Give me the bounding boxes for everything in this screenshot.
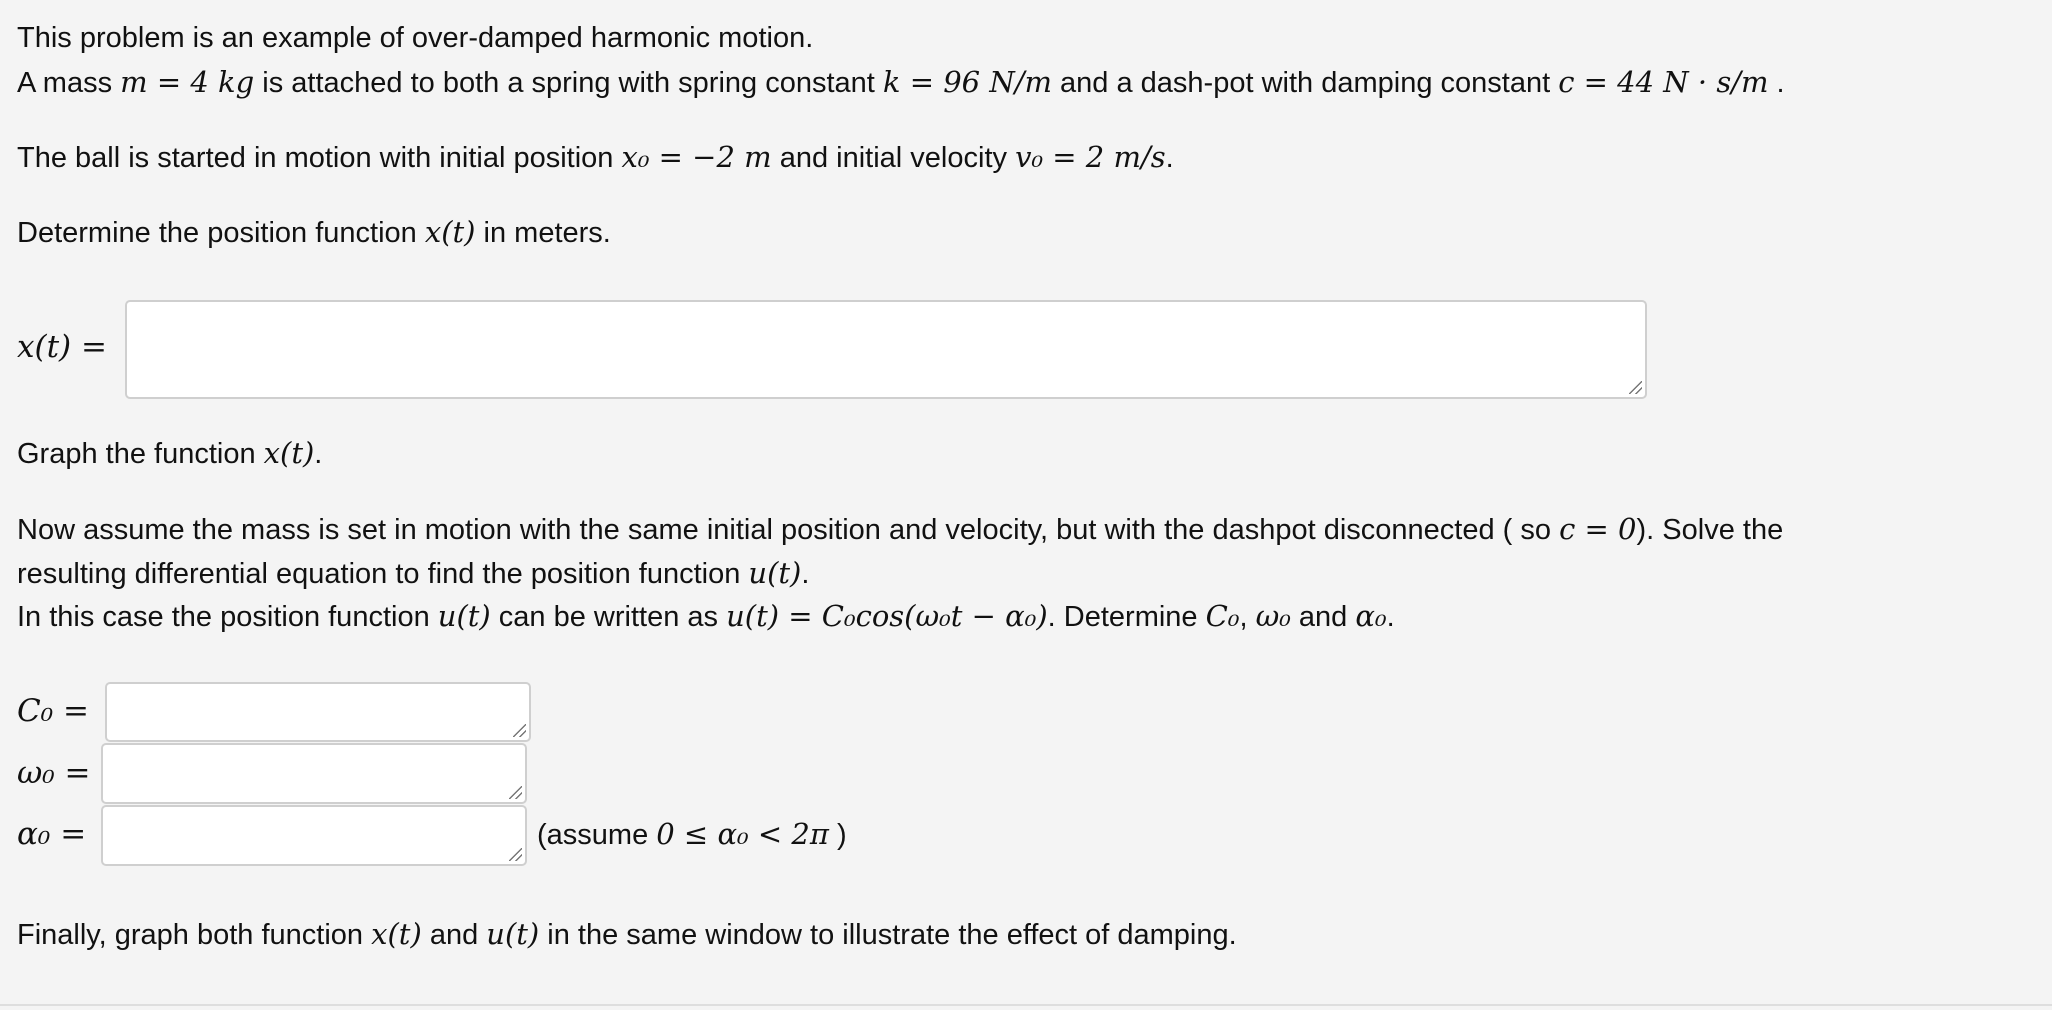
initial-text-3: . <box>1165 142 1174 174</box>
undamped-text-3f: . <box>1386 601 1395 633</box>
final-text-3: in the same window to illustrate the effect of damping. <box>539 919 1237 951</box>
intro-text: This problem is an example of over-damped harmonic motion. <box>17 22 814 54</box>
undamped-line-2 <box>17 555 809 592</box>
undamped-text-3b: can be written as <box>490 601 727 633</box>
undamped-text-1a: Now assume the mass is set in motion with the same initial position and velocity, but with the dashpot disconnected ( so <box>17 514 1560 546</box>
omega0-resize-handle-icon[interactable] <box>509 786 522 799</box>
u-function-symbol-2: u(t) <box>437 599 491 633</box>
initial-position-value: x₀ = −2 m <box>621 140 772 174</box>
setup-text-4: . <box>1768 67 1785 99</box>
x-answer-resize-handle-icon[interactable] <box>1629 381 1642 394</box>
u-function-symbol: u(t) <box>748 556 802 590</box>
graph-text-2: . <box>314 438 323 470</box>
undamped-text-2a: resulting differential equation to find the position function <box>17 558 749 590</box>
spring-constant-value: k = 96 N/m <box>882 65 1052 99</box>
determine-text-2: in meters. <box>475 217 611 249</box>
undamped-text-1b: ). Solve the <box>1636 514 1784 546</box>
damping-constant-value: c = 44 N · s/m <box>1558 65 1769 99</box>
alpha0-symbol: α₀ <box>1355 599 1387 633</box>
undamped-line-3 <box>17 598 1395 635</box>
c0-symbol: C₀ <box>1205 599 1240 633</box>
initial-conditions-text <box>17 139 1174 176</box>
c0-answer-label: C₀ = <box>17 693 89 729</box>
graph-function-symbol: x(t) <box>263 436 315 470</box>
omega0-symbol: ω₀ <box>1255 599 1291 633</box>
alpha0-answer-label: α₀ = <box>17 816 87 852</box>
setup-text-2: is attached to both a spring with spring constant <box>254 67 883 99</box>
graph-instruction-text <box>17 435 322 472</box>
c-zero-value: c = 0 <box>1559 512 1637 546</box>
c0-resize-handle-icon[interactable] <box>513 724 526 737</box>
undamped-text-3a: In this case the position function <box>17 601 438 633</box>
x-answer-label: x(t) = <box>17 329 107 365</box>
omega0-answer-input[interactable] <box>101 743 527 804</box>
final-text-2: and <box>421 919 487 951</box>
undamped-text-3d: , <box>1239 601 1256 633</box>
final-text-1: Finally, graph both function <box>17 919 372 951</box>
final-u-symbol: u(t) <box>486 917 540 951</box>
mass-value: m = 4 kg <box>120 65 255 99</box>
assume-text-1: (assume <box>537 819 657 851</box>
setup-text-3: and a dash-pot with damping constant <box>1051 67 1559 99</box>
initial-text-1: The ball is started in motion with initial position <box>17 142 622 174</box>
bottom-divider <box>0 1004 2052 1006</box>
assume-text-2: ) <box>828 819 847 851</box>
setup-text-1: A mass <box>17 67 121 99</box>
undamped-text-3e: and <box>1290 601 1356 633</box>
c0-answer-input[interactable] <box>105 682 531 742</box>
undamped-text-2b: . <box>801 558 810 590</box>
undamped-text-3c: . Determine <box>1047 601 1206 633</box>
omega0-answer-label: ω₀ = <box>17 755 91 791</box>
alpha0-range-note <box>537 816 847 853</box>
final-instruction-text <box>17 916 1237 953</box>
position-function-symbol: x(t) <box>424 215 476 249</box>
graph-text-1: Graph the function <box>17 438 264 470</box>
determine-text-1: Determine the position function <box>17 217 425 249</box>
alpha0-range: 0 ≤ α₀ < 2π <box>656 817 829 851</box>
alpha0-resize-handle-icon[interactable] <box>509 848 522 861</box>
initial-velocity-value: v₀ = 2 m/s <box>1015 140 1166 174</box>
x-answer-input[interactable] <box>125 300 1647 399</box>
alpha0-answer-input[interactable] <box>101 805 527 866</box>
initial-text-2: and initial velocity <box>771 142 1016 174</box>
u-formula: u(t) = C₀cos(ω₀t − α₀) <box>726 599 1048 633</box>
setup-text <box>17 64 1785 101</box>
determine-text <box>17 214 611 251</box>
final-x-symbol: x(t) <box>371 917 422 951</box>
undamped-line-1 <box>17 511 1783 548</box>
